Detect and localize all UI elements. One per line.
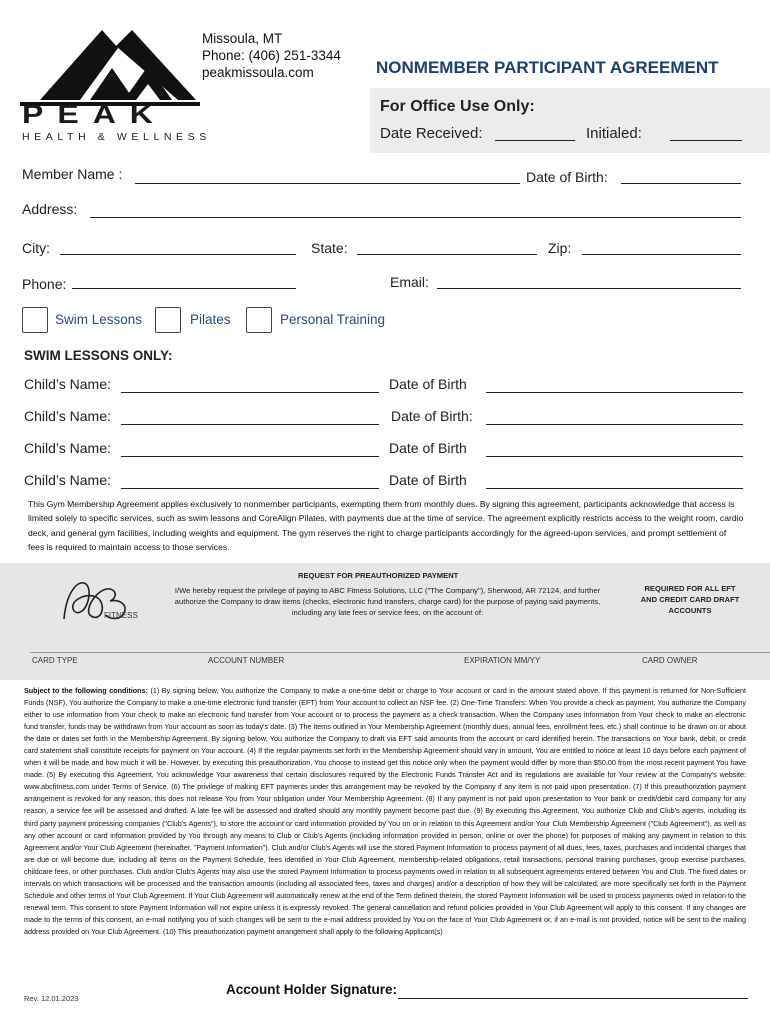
initialed-label: Initialed: bbox=[586, 125, 642, 142]
brand-name: PEAK bbox=[22, 99, 167, 129]
card-owner-column: CARD OWNER bbox=[642, 656, 698, 665]
dob-field[interactable] bbox=[621, 183, 741, 184]
child-dob-label: Date of Birth bbox=[389, 376, 467, 392]
page-title: NONMEMBER PARTICIPANT AGREEMENT bbox=[376, 58, 719, 77]
child-name-label: Child’s Name: bbox=[24, 376, 111, 392]
swim-lessons-checkbox[interactable] bbox=[22, 307, 48, 333]
child-name-label: Child’s Name: bbox=[24, 440, 111, 456]
state-field[interactable] bbox=[357, 254, 537, 255]
pilates-label: Pilates bbox=[190, 312, 231, 327]
email-field[interactable] bbox=[437, 288, 741, 289]
child-dob-field[interactable] bbox=[486, 392, 743, 393]
office-use-box bbox=[370, 88, 770, 153]
brand-tagline: HEALTH & WELLNESS bbox=[22, 131, 211, 143]
child-dob-field[interactable] bbox=[486, 456, 743, 457]
child-name-field[interactable] bbox=[121, 456, 379, 457]
terms-paragraph bbox=[24, 685, 746, 938]
eft-required-note: REQUIRED FOR ALL EFT AND CREDIT CARD DRAFT ACCOUNTS bbox=[640, 584, 740, 615]
child-dob-label: Date of Birth: bbox=[391, 408, 473, 424]
zip-label: Zip: bbox=[548, 240, 572, 256]
phone-label: Phone: bbox=[22, 276, 67, 292]
contact-phone: Phone: (406) 251-3344 bbox=[202, 48, 341, 63]
child-dob-field[interactable] bbox=[486, 488, 743, 489]
personal-training-checkbox[interactable] bbox=[246, 307, 272, 333]
eft-authorization-section bbox=[0, 563, 770, 680]
contact-city: Missoula, MT bbox=[202, 31, 283, 46]
swim-lessons-label: Swim Lessons bbox=[55, 312, 143, 327]
date-received-label: Date Received: bbox=[380, 125, 483, 142]
swim-heading: SWIM LESSONS ONLY: bbox=[24, 348, 173, 363]
child-dob-label: Date of Birth bbox=[389, 440, 467, 456]
date-received-field[interactable] bbox=[495, 140, 575, 141]
member-name-field[interactable] bbox=[135, 183, 520, 184]
dob-label: Date of Birth: bbox=[526, 169, 608, 185]
child-dob-field[interactable] bbox=[486, 424, 743, 425]
abc-fitness-text: FITNESS bbox=[104, 611, 138, 620]
card-type-column: CARD TYPE bbox=[32, 656, 78, 665]
signature-label: Account Holder Signature: bbox=[226, 982, 398, 997]
eft-heading: REQUEST FOR PREAUTHORIZED PAYMENT bbox=[298, 571, 459, 580]
office-heading: For Office Use Only: bbox=[380, 98, 535, 115]
member-name-label: Member Name : bbox=[22, 166, 123, 182]
child-name-field[interactable] bbox=[121, 392, 379, 393]
email-label: Email: bbox=[390, 274, 429, 290]
city-field[interactable] bbox=[60, 254, 296, 255]
terms-lead: Subject to the following conditions: bbox=[24, 686, 148, 695]
eft-body: I/We hereby request the privilege of paying to ABC Fitness Solutions, LLC ("The Company"), Sherwood, AR 72124, and further authorize the Company to draw items (checks, electronic fund transfers, charge card) for the purpose of paying said payments, including any late fees or service fees, on the account of: bbox=[174, 586, 601, 617]
signature-field[interactable] bbox=[398, 998, 748, 999]
contact-website: peakmissoula.com bbox=[202, 65, 314, 80]
terms-body: (1) By signing below, You authorize the Company to make a one-time debit or charge to Your account or card in the amount stated above. If this payment is returned for Non-Sufficient Funds (NSF), You authorize the Company to make a one-time electronic fund transfer (EFT) from Your account to collect an NSF fee. (2) One-Time Transfers: When You provide a check as payment, You authorize the Company either to use information from Your check to make an electronic fund transfer from Your account or to process the payment as a check transaction. When the Company uses information from Your check to make an electronic fund transfer, funds may be withdrawn from Your account as soon as today's date. (3) The items outlined in Your Membership Agreement (monthly dues, annual fees, enrollment fees, etc.) shall continue to be drawn on or about the date or dates set forth in the Membership Agreement. By signing below, You authorize the Company to draft via EFT said amounts from the account or card identified herein. The transactions on Your bank, debit, or credit card statement shall constitute receipts for payment on Your account. (4) If the regular payments set forth in the Membership Agreement should vary in amount, You are entitled to notice at least 10 days before each payment of when it will be made and how much it will be. However, by executing this preauthorization, You choose to instead get this notice only when the payment would differ by more than $50.00 from the most recent payment You have made. (5) By executing this Agreement, You acknowledge Your awareness that certain disclosures required by the Electronic Funds Transfer Act and its regulations are available for Your review at the Company's website: www.abcfitness.com under Terms of Service. (6) The privilege of making EFT payments under this arrangement may be revoked by the Company if any item is not paid upon presentation. (7) If this preauthorization payment arrangement is revoked for any reason, this does not release You from Your obligation under Your Membership Agreement. (8) If any payment is not paid upon presentation to Your bank or credit/debit card company for any reason, a service fee will be assessed and drafted. A late fee will be assessed and drafted should any monthly payment become past due. (9) By executing this Agreement, You authorize Club and Club's agents, including its third party payment processing companies ("Club's Agents"), to store the account or card information provided by You on or in relation to this Agreement and/or Your Club Membership Agreement ("Club Agreement"), as well as any other account or card information provided by You through any means to Club or Club's Agents (including information provided in person, online or over the phone) for purposes of making any payment in relation to this Agreement and/or Your Club Agreement (hereinafter, "Payment Information"). Club and/or Club's Agents will use the stored Payment Information to process payment of all dues, fees, taxes, purchases and incidental charges that are due or will become due, including all items on the Payment Schedule, fees identified in Your Club Agreement, membership-related obligations, retail transactions, personal training purchases, group exercise purchases, childcare fees, or other purchases. Club and/or Club's Agents may also use the stored Payment Information to process payments owed in relation to all subsequent agreements entered between You and Club. The fixed dates or intervals on which transactions will be processed and the transaction amounts (including all associated fees, taxes and charges) and/or a description of how they will be calculated, are more specifically set forth in the Payment Schedule and other terms of Your Club Agreement. If Your Club Agreement will automatically renew at the end of the Term defined therein, the stored Payment Information will be used to process payments owed in relation to the renewal term. This consent to store Payment Information will not expire unless it is expressly revoked. The general cancellation and refund policies provided in Your Club Agreement will apply to this consent. If any changes are made to the terms of this consent, an e-mail notifying you of such changes will be sent to the e-mail address provided by You on the face of Your Club Agreement or, if an e-mail is not provided, notice will be sent to the mailing address provided on Your Club Agreement. (10) This preauthorization payment arrangement shall apply to the following Applicant(s) bbox=[24, 686, 746, 936]
eft-row-divider bbox=[30, 652, 770, 653]
initialed-field[interactable] bbox=[670, 140, 742, 141]
child-name-field[interactable] bbox=[121, 488, 379, 489]
state-label: State: bbox=[311, 240, 348, 256]
child-dob-label: Date of Birth bbox=[389, 472, 467, 488]
phone-field[interactable] bbox=[72, 288, 296, 289]
city-label: City: bbox=[22, 240, 50, 256]
address-label: Address: bbox=[22, 201, 78, 217]
child-name-label: Child’s Name: bbox=[24, 408, 111, 424]
agreement-paragraph: This Gym Membership Agreement applies exclusively to nonmember participants, exempting them from monthly dues. By signing this agreement, participants acknowledge that access is limited solely to specific services, such as swim lessons and CoreAlign Pilates, with payments due at the time of service. The agreement explicitly restricts access to the weight room, cardio deck, and general gym facilities, including weights and equipment. The gym reserves the right to charge participants accordingly for the agreed-upon services, and prompt settlement of fees is required to maintain access to those services. bbox=[28, 499, 744, 553]
pilates-checkbox[interactable] bbox=[155, 307, 181, 333]
zip-field[interactable] bbox=[582, 254, 741, 255]
expiration-column: EXPIRATION MM/YY bbox=[464, 656, 541, 665]
address-field[interactable] bbox=[90, 217, 741, 218]
revision-note: Rev. 12.01.2023 bbox=[24, 994, 79, 1003]
personal-training-label: Personal Training bbox=[280, 312, 386, 327]
child-name-field[interactable] bbox=[121, 424, 379, 425]
child-name-label: Child’s Name: bbox=[24, 472, 111, 488]
account-number-column: ACCOUNT NUMBER bbox=[208, 656, 285, 665]
